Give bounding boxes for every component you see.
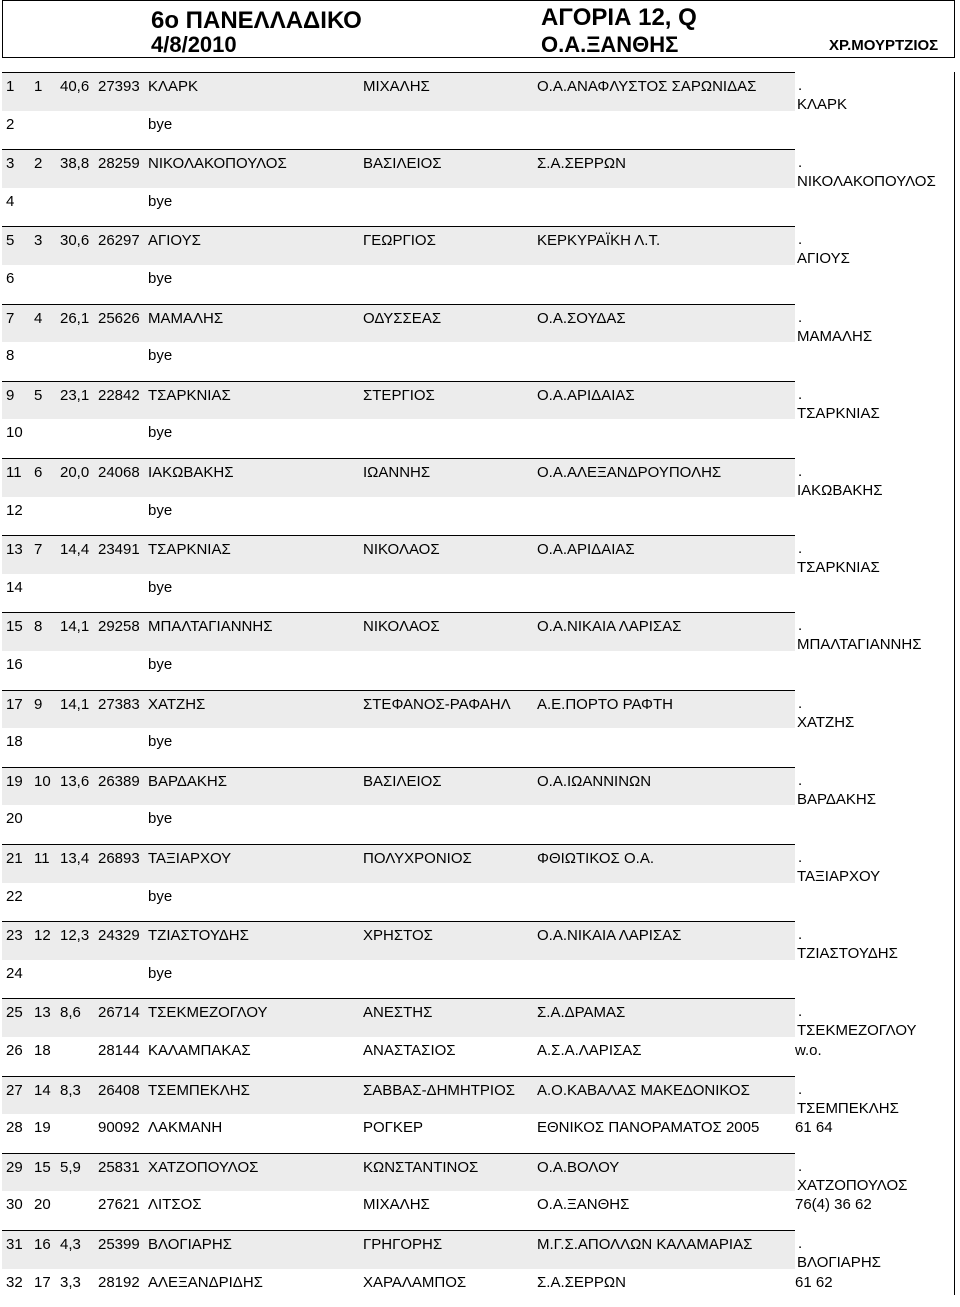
seed: 6 xyxy=(34,464,43,481)
draw-header xyxy=(2,0,955,58)
table-row xyxy=(2,458,795,497)
table-row xyxy=(2,883,795,922)
player-id: 25626 xyxy=(98,309,140,327)
event-date: 4/8/2010 xyxy=(151,32,237,57)
seed: 18 xyxy=(34,1042,51,1059)
player-firstname: ΟΔΥΣΣΕΑΣ xyxy=(363,309,442,327)
table-row xyxy=(2,767,795,806)
draw-number: 22 xyxy=(6,887,23,905)
player-id: 28192 xyxy=(98,1273,140,1291)
player-club: Μ.Γ.Σ.ΑΠΟΛΛΩΝ ΚΑΛΑΜΑΡΙΑΣ xyxy=(537,1236,753,1253)
player-firstname: ΙΩΑΝΝΗΣ xyxy=(363,464,431,481)
ranking-points: 13,6 xyxy=(60,772,90,790)
seed: 14 xyxy=(34,1081,51,1099)
draw-number: 8 xyxy=(6,347,15,365)
player-firstname: ΣΑΒΒΑΣ-ΔΗΜΗΤΡΙΟΣ xyxy=(363,1081,516,1099)
draw-number: 4 xyxy=(6,192,15,210)
draw-number: 15 xyxy=(6,618,23,636)
result-winner: ΤΣΕΚΜΕΖΟΓΛΟΥ xyxy=(797,1022,917,1040)
draw-number: 5 xyxy=(6,232,15,250)
ranking-points: 40,6 xyxy=(60,78,90,95)
draw-number: 27 xyxy=(6,1081,23,1099)
result-marker: . xyxy=(798,154,803,172)
result-winner: ΤΑΞΙΑΡΧΟΥ xyxy=(797,868,881,885)
player-club: Ο.Α.ΝΙΚΑΙΑ ΛΑΡΙΣΑΣ xyxy=(537,618,682,636)
player-surname: ΤΣΑΡΚΝΙΑΣ xyxy=(148,541,231,559)
player-id: 24329 xyxy=(98,927,140,945)
table-row xyxy=(2,1269,795,1307)
player-surname: ΚΛΑΡΚ xyxy=(148,78,199,95)
player-club: Ο.Α.ΙΩΑΝΝΙΝΩΝ xyxy=(537,772,652,790)
draw-number: 21 xyxy=(6,850,23,867)
player-id: 27383 xyxy=(98,695,140,713)
ranking-points: 12,3 xyxy=(60,927,90,945)
player-surname: bye xyxy=(148,887,173,905)
draw-number: 31 xyxy=(6,1236,23,1253)
draw-number: 10 xyxy=(6,424,23,442)
player-id: 90092 xyxy=(98,1119,140,1137)
player-club: Σ.Α.ΣΕΡΡΩΝ xyxy=(537,1273,626,1291)
seed: 15 xyxy=(34,1158,51,1176)
draw-number: 6 xyxy=(6,270,15,287)
ranking-points: 4,3 xyxy=(60,1236,81,1253)
draw-number: 7 xyxy=(6,309,15,327)
table-row xyxy=(2,612,795,651)
ranking-points: 3,3 xyxy=(60,1273,81,1291)
table-row xyxy=(2,1037,795,1076)
draw-number: 9 xyxy=(6,386,15,404)
result-score: 61 64 xyxy=(795,1119,833,1137)
venue: Ο.Α.ΞΑΝΘΗΣ xyxy=(541,32,679,57)
player-surname: ΧΑΤΖΗΣ xyxy=(148,695,206,713)
result-marker: . xyxy=(798,1003,803,1021)
result-winner: ΑΓΙΟΥΣ xyxy=(797,250,850,268)
seed: 7 xyxy=(34,541,43,559)
player-id: 26389 xyxy=(98,772,140,790)
table-row xyxy=(2,690,795,729)
player-id: 25831 xyxy=(98,1158,140,1176)
player-club: Ο.Α.ΞΑΝΘΗΣ xyxy=(537,1196,630,1214)
seed: 9 xyxy=(34,695,43,713)
player-club: ΦΘΙΩΤΙΚΟΣ Ο.Α. xyxy=(537,850,655,867)
player-club: Ο.Α.ΑΝΑΦΛΥΣΤΟΣ ΣΑΡΩΝΙΔΑΣ xyxy=(537,78,757,95)
player-surname: ΚΑΛΑΜΠΑΚΑΣ xyxy=(148,1042,251,1059)
draw-number: 16 xyxy=(6,656,23,673)
table-row xyxy=(2,72,795,111)
result-winner: ΧΑΤΖΟΠΟΥΛΟΣ xyxy=(797,1176,908,1194)
player-club: ΚΕΡΚΥΡΑΪΚΗ Λ.Τ. xyxy=(537,232,661,250)
player-firstname: ΓΕΩΡΓΙΟΣ xyxy=(363,232,436,250)
player-surname: bye xyxy=(148,578,173,596)
table-row xyxy=(2,921,795,960)
player-id: 27621 xyxy=(98,1196,140,1214)
player-firstname: ΜΙΧΑΛΗΣ xyxy=(363,1196,430,1214)
seed: 10 xyxy=(34,772,51,790)
draw-number: 29 xyxy=(6,1158,23,1176)
ranking-points: 8,3 xyxy=(60,1081,81,1099)
player-firstname: ΧΑΡΑΛΑΜΠΟΣ xyxy=(363,1273,467,1291)
player-firstname: ΝΙΚΟΛΑΟΣ xyxy=(363,618,440,636)
player-surname: ΒΑΡΔΑΚΗΣ xyxy=(148,772,228,790)
table-row xyxy=(2,1114,795,1153)
table-row xyxy=(2,188,795,227)
result-marker: . xyxy=(798,77,803,94)
draw-number: 14 xyxy=(6,578,23,596)
referee: ΧΡ.ΜΟΥΡΤΖΙΟΣ xyxy=(829,37,939,54)
player-surname: ΑΛΕΞΑΝΔΡΙΔΗΣ xyxy=(148,1273,263,1291)
player-id: 26408 xyxy=(98,1081,140,1099)
player-surname: bye xyxy=(148,270,173,287)
player-surname: ΑΓΙΟΥΣ xyxy=(148,232,201,250)
result-marker: . xyxy=(798,1235,803,1252)
result-score: 61 62 xyxy=(795,1273,833,1291)
draw-number: 17 xyxy=(6,695,23,713)
draw-number: 18 xyxy=(6,733,23,751)
draw-table xyxy=(2,72,955,1295)
table-row xyxy=(2,381,795,420)
player-firstname: ΚΩΝΣΤΑΝΤΙΝΟΣ xyxy=(363,1158,479,1176)
player-surname: bye xyxy=(148,424,173,442)
player-surname: ΤΑΞΙΑΡΧΟΥ xyxy=(148,850,232,867)
result-winner: ΒΑΡΔΑΚΗΣ xyxy=(797,790,877,808)
player-club: Ο.Α.ΒΟΛΟΥ xyxy=(537,1158,620,1176)
seed: 16 xyxy=(34,1236,51,1253)
player-club: ΕΘΝΙΚΟΣ ΠΑΝΟΡΑΜΑΤΟΣ 2005 xyxy=(537,1119,760,1137)
player-club: Α.Ο.ΚΑΒΑΛΑΣ ΜΑΚΕΔΟΝΙΚΟΣ xyxy=(537,1081,750,1099)
player-club: Σ.Α.ΣΕΡΡΩΝ xyxy=(537,155,626,173)
ranking-points: 14,4 xyxy=(60,541,90,559)
table-row xyxy=(2,1230,795,1269)
player-surname: ΙΑΚΩΒΑΚΗΣ xyxy=(148,464,234,481)
ranking-points: 5,9 xyxy=(60,1158,81,1176)
seed: 1 xyxy=(34,78,43,95)
player-club: Ο.Α.ΑΡΙΔΑΙΑΣ xyxy=(537,386,635,404)
result-winner: ΜΑΜΑΛΗΣ xyxy=(797,327,873,345)
player-surname: bye xyxy=(148,810,173,828)
player-firstname: ΒΑΣΙΛΕΙΟΣ xyxy=(363,155,442,173)
table-row xyxy=(2,1076,795,1115)
draw-number: 1 xyxy=(6,78,15,95)
ranking-points: 8,6 xyxy=(60,1004,81,1022)
seed: 5 xyxy=(34,386,43,404)
player-surname: ΤΣΕΚΜΕΖΟΓΛΟΥ xyxy=(148,1004,268,1022)
player-firstname: ΣΤΕΦΑΝΟΣ-ΡΑΦΑΗΛ xyxy=(363,695,511,713)
player-surname: bye xyxy=(148,656,173,673)
player-club: Ο.Α.ΝΙΚΑΙΑ ΛΑΡΙΣΑΣ xyxy=(537,927,682,945)
ranking-points: 23,1 xyxy=(60,386,90,404)
result-winner: ΙΑΚΩΒΑΚΗΣ xyxy=(797,482,883,499)
player-id: 25399 xyxy=(98,1236,140,1253)
seed: 20 xyxy=(34,1196,51,1214)
player-surname: ΤΖΙΑΣΤΟΥΔΗΣ xyxy=(148,927,249,945)
result-score: w.o. xyxy=(795,1042,822,1059)
seed: 13 xyxy=(34,1004,51,1022)
player-firstname: ΣΤΕΡΓΙΟΣ xyxy=(363,386,435,404)
seed: 11 xyxy=(34,850,50,867)
player-firstname: ΠΟΛΥΧΡΟΝΙΟΣ xyxy=(363,850,472,867)
player-surname: bye xyxy=(148,501,173,519)
player-surname: bye xyxy=(148,733,173,751)
table-row xyxy=(2,998,795,1037)
player-id: 23491 xyxy=(98,541,140,559)
ranking-points: 20,0 xyxy=(60,464,90,481)
draw-number: 19 xyxy=(6,772,23,790)
result-marker: . xyxy=(798,385,803,403)
table-row xyxy=(2,651,795,690)
table-row xyxy=(2,111,795,150)
draw-number: 24 xyxy=(6,964,23,982)
table-row xyxy=(2,342,795,381)
ranking-points: 14,1 xyxy=(60,618,90,636)
result-marker: . xyxy=(798,308,803,326)
seed: 4 xyxy=(34,309,43,327)
table-row xyxy=(2,728,795,767)
table-row xyxy=(2,844,795,883)
player-id: 26714 xyxy=(98,1004,140,1022)
event-title: 6ο ΠΑΝΕΛΛΑΔΙΚΟ xyxy=(151,7,362,34)
player-surname: ΤΣΕΜΠΕΚΛΗΣ xyxy=(148,1081,250,1099)
table-row xyxy=(2,805,795,844)
result-marker: . xyxy=(798,231,803,249)
result-winner: ΝΙΚΟΛΑΚΟΠΟΥΛΟΣ xyxy=(797,173,936,191)
table-row xyxy=(2,265,795,304)
result-winner: ΤΖΙΑΣΤΟΥΔΗΣ xyxy=(797,945,898,963)
ranking-points: 26,1 xyxy=(60,309,90,327)
table-row xyxy=(2,304,795,343)
player-surname: bye xyxy=(148,347,173,365)
draw-number: 30 xyxy=(6,1196,23,1214)
player-surname: ΤΣΑΡΚΝΙΑΣ xyxy=(148,386,231,404)
player-id: 26297 xyxy=(98,232,140,250)
player-club: Α.Σ.Α.ΛΑΡΙΣΑΣ xyxy=(537,1042,642,1059)
draw-number: 3 xyxy=(6,155,15,173)
table-row xyxy=(2,226,795,265)
player-firstname: ΒΑΣΙΛΕΙΟΣ xyxy=(363,772,442,790)
table-row xyxy=(2,419,795,458)
ranking-points: 30,6 xyxy=(60,232,90,250)
draw-category: ΑΓΟΡΙΑ 12, Q xyxy=(541,4,697,31)
player-surname: bye xyxy=(148,964,173,982)
result-winner: ΤΣΑΡΚΝΙΑΣ xyxy=(797,404,880,422)
table-row xyxy=(2,149,795,188)
draw-number: 13 xyxy=(6,541,23,559)
seed: 3 xyxy=(34,232,43,250)
result-marker: . xyxy=(798,926,803,944)
ranking-points: 13,4 xyxy=(60,850,90,867)
result-marker: . xyxy=(798,617,803,635)
table-row xyxy=(2,960,795,999)
player-surname: ΒΛΟΓΙΑΡΗΣ xyxy=(148,1236,232,1253)
ranking-points: 38,8 xyxy=(60,155,90,173)
result-marker: . xyxy=(798,771,803,789)
player-id: 27393 xyxy=(98,78,140,95)
player-id: 28144 xyxy=(98,1042,140,1059)
result-winner: ΚΛΑΡΚ xyxy=(797,96,848,113)
player-firstname: ΝΙΚΟΛΑΟΣ xyxy=(363,541,440,559)
player-surname: ΛΑΚΜΑΝΗ xyxy=(148,1119,223,1137)
seed: 12 xyxy=(34,927,51,945)
player-surname: ΧΑΤΖΟΠΟΥΛΟΣ xyxy=(148,1158,259,1176)
seed: 19 xyxy=(34,1119,51,1137)
player-firstname: ΜΙΧΑΛΗΣ xyxy=(363,78,430,95)
player-club: Σ.Α.ΔΡΑΜΑΣ xyxy=(537,1004,626,1022)
result-winner: ΤΣΕΜΠΕΚΛΗΣ xyxy=(797,1099,899,1117)
player-id: 28259 xyxy=(98,155,140,173)
player-surname: ΝΙΚΟΛΑΚΟΠΟΥΛΟΣ xyxy=(148,155,287,173)
player-firstname: ΑΝΑΣΤΑΣΙΟΣ xyxy=(363,1042,456,1059)
result-winner: ΧΑΤΖΗΣ xyxy=(797,713,855,731)
player-id: 24068 xyxy=(98,464,140,481)
draw-number: 32 xyxy=(6,1273,23,1291)
ranking-points: 14,1 xyxy=(60,695,90,713)
player-club: Ο.Α.ΑΛΕΞΑΝΔΡΟΥΠΟΛΗΣ xyxy=(537,464,722,481)
draw-number: 23 xyxy=(6,927,23,945)
draw-number: 12 xyxy=(6,501,23,519)
result-winner: ΒΛΟΓΙΑΡΗΣ xyxy=(797,1254,881,1271)
player-surname: bye xyxy=(148,115,173,133)
table-row xyxy=(2,574,795,613)
table-row xyxy=(2,1191,795,1230)
seed: 8 xyxy=(34,618,43,636)
player-id: 26893 xyxy=(98,850,140,867)
result-marker: . xyxy=(798,849,803,866)
draw-number: 25 xyxy=(6,1004,23,1022)
player-surname: bye xyxy=(148,192,173,210)
result-marker: . xyxy=(798,694,803,712)
seed: 2 xyxy=(34,155,43,173)
result-marker: . xyxy=(798,1157,803,1175)
player-club: Ο.Α.ΣΟΥΔΑΣ xyxy=(537,309,626,327)
draw-number: 2 xyxy=(6,115,15,133)
player-firstname: ΧΡΗΣΤΟΣ xyxy=(363,927,433,945)
draw-number: 28 xyxy=(6,1119,23,1137)
player-surname: ΜΠΑΛΤΑΓΙΑΝΝΗΣ xyxy=(148,618,273,636)
table-row xyxy=(2,497,795,536)
player-club: Ο.Α.ΑΡΙΔΑΙΑΣ xyxy=(537,541,635,559)
player-surname: ΜΑΜΑΛΗΣ xyxy=(148,309,224,327)
draw-number: 11 xyxy=(6,464,22,481)
player-firstname: ΡΟΓΚΕΡ xyxy=(363,1119,423,1137)
result-marker: . xyxy=(798,1080,803,1098)
result-score: 76(4) 36 62 xyxy=(795,1196,872,1214)
result-marker: . xyxy=(798,463,803,480)
player-surname: ΛΙΤΣΟΣ xyxy=(148,1196,202,1214)
seed: 17 xyxy=(34,1273,51,1291)
result-winner: ΤΣΑΡΚΝΙΑΣ xyxy=(797,559,880,577)
player-club: Α.Ε.ΠΟΡΤΟ ΡΑΦΤΗ xyxy=(537,695,674,713)
player-id: 29258 xyxy=(98,618,140,636)
result-marker: . xyxy=(798,540,803,558)
table-row xyxy=(2,535,795,574)
player-firstname: ΓΡΗΓΟΡΗΣ xyxy=(363,1236,443,1253)
table-row xyxy=(2,1153,795,1192)
draw-number: 26 xyxy=(6,1042,23,1059)
player-id: 22842 xyxy=(98,386,140,404)
result-winner: ΜΠΑΛΤΑΓΙΑΝΝΗΣ xyxy=(797,636,922,654)
player-firstname: ΑΝΕΣΤΗΣ xyxy=(363,1004,433,1022)
draw-number: 20 xyxy=(6,810,23,828)
